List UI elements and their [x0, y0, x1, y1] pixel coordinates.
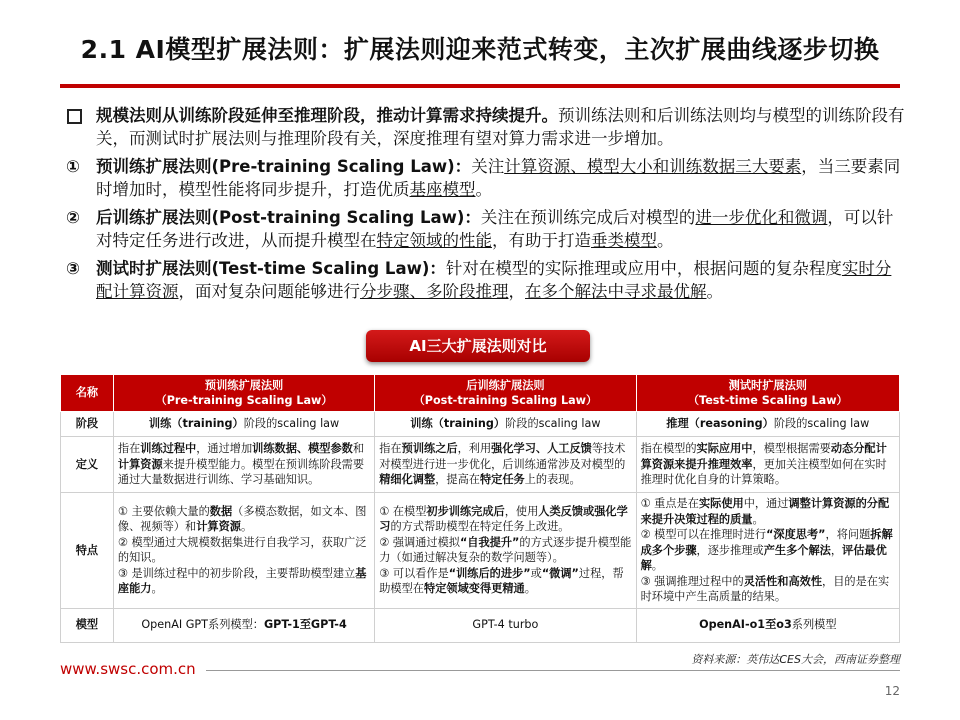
law-text: ，面对复杂问题能够进行: [178, 282, 360, 301]
model-cell: [636, 608, 899, 642]
law-text: 关注: [471, 157, 505, 176]
feature-item: [118, 504, 370, 535]
cell-bold: “深度思考”: [766, 528, 826, 541]
cell-bold: 调整计算资源的分配来提升决策过程的质量: [640, 497, 890, 526]
cell-bold: “自我提升”: [459, 535, 520, 549]
cell-bold: 训练过程中: [140, 442, 197, 456]
cell-text: ① 在模型: [379, 504, 427, 518]
cell-bold: OpenAI-o1至o3: [699, 618, 792, 632]
header-label: 测试时扩展法则: [728, 378, 807, 392]
cell-text: ① 重点是在: [640, 497, 699, 510]
law-text: ，可以针对特定任务进行改进，从而提升模型在: [96, 208, 894, 250]
cell-text: 来提升模型能力。模型在预训练阶段需要通过大量数据进行训练、学习基础知识。: [117, 457, 365, 487]
header-sublabel: （Pre-training Scaling Law）: [155, 394, 333, 407]
law-bullet-testtime: [66, 257, 906, 303]
cell-text: 的方式帮助模型在特定任务上改进。: [390, 520, 570, 534]
law-text: ，有助于打造: [492, 231, 591, 250]
cell-text: ③ 可以看作是: [379, 566, 449, 580]
feature-item: [641, 527, 895, 574]
cell-text: ③ 强调推理过程中的: [640, 574, 744, 588]
feature-item: [379, 535, 631, 566]
stage-cell: [636, 412, 899, 437]
comparison-table: [60, 374, 900, 643]
feature-item: [641, 496, 895, 527]
stage-cell: [113, 412, 374, 437]
cell-text: 。: [240, 520, 253, 534]
feature-item: [641, 574, 895, 605]
law-text: 针对在模型的实际推理或应用中，根据问题的复杂程度: [445, 259, 842, 278]
cell-text: ，目的是在实时环境中产生高质量的结果。: [640, 574, 890, 603]
law-text: 。: [706, 282, 723, 301]
law-underline: 实时分配计算资源: [96, 259, 892, 301]
header-label: 预训练扩展法则: [204, 378, 284, 392]
cell-text: （多模态数据，如文本、图像、视频等）和: [117, 504, 367, 534]
cell-bold: 训练（training）: [148, 417, 244, 431]
cell-text: ，: [830, 543, 843, 557]
square-bullet-icon: [67, 109, 82, 124]
table-header-row: [61, 375, 900, 412]
cell-text: ，逐步推理或: [696, 543, 764, 557]
cell-text: ② 强调通过模拟: [379, 535, 460, 549]
header-sublabel: （Test-time Scaling Law）: [687, 394, 848, 407]
header-label: 名称: [75, 386, 99, 400]
feature-item: [379, 504, 631, 535]
cell-bold: 训练（training）: [410, 417, 506, 431]
row-label: 特点: [61, 493, 114, 609]
stage-cell: [375, 412, 636, 437]
cell-bold: 计算资源: [117, 457, 163, 471]
features-cell: [375, 493, 636, 609]
intro-text: 预训练法则和后训练法则均与模型的训练阶段有关，而测试时扩展法则与推理阶段有关，深度推理有望对算力需求进一步增加。: [96, 106, 905, 148]
law-text: 。: [475, 180, 492, 199]
table-row-stage: [61, 412, 900, 437]
definition-cell: [375, 437, 636, 493]
cell-text: 指在: [379, 442, 402, 456]
header-pretraining: [113, 375, 374, 412]
cell-text: 系列模型: [791, 618, 837, 632]
law-name: 预训练扩展法则(Pre-training Scaling Law)：: [96, 157, 472, 176]
footer-url[interactable]: www.swsc.com.cn: [60, 660, 196, 678]
cell-text: 指在: [117, 442, 141, 456]
law-text: 。: [657, 231, 674, 250]
cell-text: 过程，帮助模型在: [379, 566, 624, 596]
intro-bullet: [66, 104, 906, 150]
table-row-definition: [61, 437, 900, 493]
bullet-list: [66, 104, 906, 308]
cell-text: 或: [530, 566, 542, 580]
cell-text: OpenAI GPT系列模型：: [141, 618, 264, 632]
features-cell: [636, 493, 899, 609]
circled-one-icon: ①: [66, 157, 80, 176]
cell-bold: “训练后的进步”: [448, 566, 531, 580]
cell-text: 。: [151, 582, 163, 596]
feature-item: [379, 566, 631, 597]
cell-text: 阶段的scaling law: [243, 417, 340, 431]
header-posttraining: [375, 375, 636, 412]
feature-item: [118, 566, 370, 597]
cell-text: ，将问题: [825, 528, 871, 541]
cell-text: 。: [651, 559, 663, 572]
cell-text: ① 主要依赖大量的: [117, 504, 210, 518]
header-label: 后训练扩展法则: [466, 378, 545, 392]
feature-item: [118, 535, 370, 566]
cell-text: 等技术对模型进行进一步优化，后训练通常涉及对模型的: [379, 442, 626, 471]
cell-bold: 初步训练完成后: [426, 504, 505, 518]
cell-bold: 实际应用中: [696, 442, 753, 456]
cell-text: ② 模型可以在推理时进行: [640, 528, 767, 541]
header-name: [61, 375, 114, 412]
cell-bold: 拆解成多个步骤: [640, 528, 893, 557]
cell-text: ，使用: [504, 504, 539, 518]
cell-bold: 计算资源: [196, 520, 241, 534]
cell-bold: 灵活性和高效性: [743, 574, 823, 588]
model-cell: [113, 608, 374, 642]
cell-bold: 训练数据、模型参数: [252, 442, 353, 456]
law-bullet-pretraining: [66, 155, 906, 201]
cell-bold: 基座能力: [117, 566, 367, 596]
cell-bold: GPT-1至GPT-4: [263, 618, 347, 632]
table-row-features: [61, 493, 900, 609]
row-label: 定义: [61, 437, 114, 493]
cell-text: 指在模型的: [640, 442, 697, 456]
table-title-badge: AI三大扩展法则对比: [366, 330, 590, 362]
header-testtime: [636, 375, 899, 412]
cell-text: ，更加关注模型如何在实时推理时优化自身的计算策略。: [640, 457, 887, 487]
cell-text: ③ 是训练过程中的初步阶段，主要帮助模型建立: [117, 566, 356, 580]
cell-text: ② 模型通过大规模数据集进行自我学习，获取广泛的知识。: [117, 535, 367, 565]
cell-bold: 人类反馈或强化学习: [379, 504, 628, 534]
circled-three-icon: ③: [66, 259, 80, 278]
law-text: ，当三要素同时增加时，模型性能将同步提升，打造优质: [96, 157, 901, 199]
cell-bold: 评估最优解: [640, 543, 887, 572]
law-underline: 进一步优化和微调: [695, 208, 828, 227]
law-underline: 垂类模型: [591, 231, 657, 250]
cell-text: 和: [352, 442, 365, 456]
law-underline: 基座模型: [409, 180, 476, 199]
cell-text: 阶段的scaling law: [505, 417, 601, 431]
cell-text: ，通过增加: [196, 442, 253, 456]
cell-bold: 精细化调整: [379, 473, 436, 487]
cell-bold: 特定任务: [479, 473, 525, 487]
row-label: 模型: [61, 608, 114, 642]
cell-text: 。: [752, 512, 764, 526]
cell-text: 。: [524, 582, 536, 596]
cell-bold: 产生多个解法: [763, 543, 831, 557]
table-row-model: [61, 608, 900, 642]
law-underline: 分步骤、多阶段推理: [360, 282, 509, 301]
law-bullet-posttraining: [66, 206, 906, 252]
definition-cell: [113, 437, 374, 493]
cell-bold: 强化学习、人工反馈: [491, 442, 592, 456]
cell-text: ，利用: [457, 442, 492, 456]
law-text: ，: [508, 282, 525, 301]
law-text: 关注在预训练完成后对模型的: [480, 208, 696, 227]
cell-bold: “微调”: [541, 566, 579, 580]
cell-bold: 推理（reasoning）: [666, 417, 774, 431]
source-note: 资料来源：英伟达CES大会，西南证券整理: [691, 653, 900, 666]
model-cell: [375, 608, 636, 642]
law-underline: 特定领域的性能: [376, 231, 492, 250]
circled-two-icon: ②: [66, 208, 80, 227]
footer-divider: [206, 670, 900, 671]
page-number: 12: [884, 684, 900, 698]
features-cell: [113, 493, 374, 609]
definition-cell: [636, 437, 899, 493]
cell-bold: 数据: [209, 504, 233, 518]
law-name: 测试时扩展法则(Test-time Scaling Law)：: [96, 259, 446, 278]
cell-bold: 实际使用: [698, 497, 744, 510]
page-title: 2.1 AI模型扩展法则：扩展法则迎来范式转变，主次扩展曲线逐步切换: [80, 35, 880, 64]
cell-text: ，模型根据需要: [752, 442, 831, 456]
law-underline: 在多个解法中寻求最优解: [525, 282, 707, 301]
cell-bold: 特定领域变得更精通: [424, 582, 525, 596]
cell-bold: 动态分配计算资源来提升推理效率: [640, 442, 887, 471]
header-sublabel: （Post-training Scaling Law）: [413, 394, 598, 407]
cell-text: 中，通过: [743, 497, 789, 510]
cell-text: ，提高在: [435, 473, 480, 487]
cell-text: 上的表现。: [524, 473, 581, 487]
cell-bold: 预训练之后: [401, 442, 458, 456]
intro-bold: 规模法则从训练阶段延伸至推理阶段，推动计算需求持续提升。: [96, 106, 558, 125]
cell-text: GPT-4 turbo: [472, 618, 539, 632]
title-divider: [60, 84, 900, 88]
cell-text: 阶段的scaling law: [773, 417, 870, 431]
row-label: 阶段: [61, 412, 114, 437]
law-underline: 计算资源、模型大小和训练数据三大要素: [504, 157, 802, 176]
cell-text: 的方式逐步提升模型能力（如通过解决复杂的数学问题等）。: [379, 535, 632, 565]
law-name: 后训练扩展法则(Post-training Scaling Law)：: [96, 208, 481, 227]
